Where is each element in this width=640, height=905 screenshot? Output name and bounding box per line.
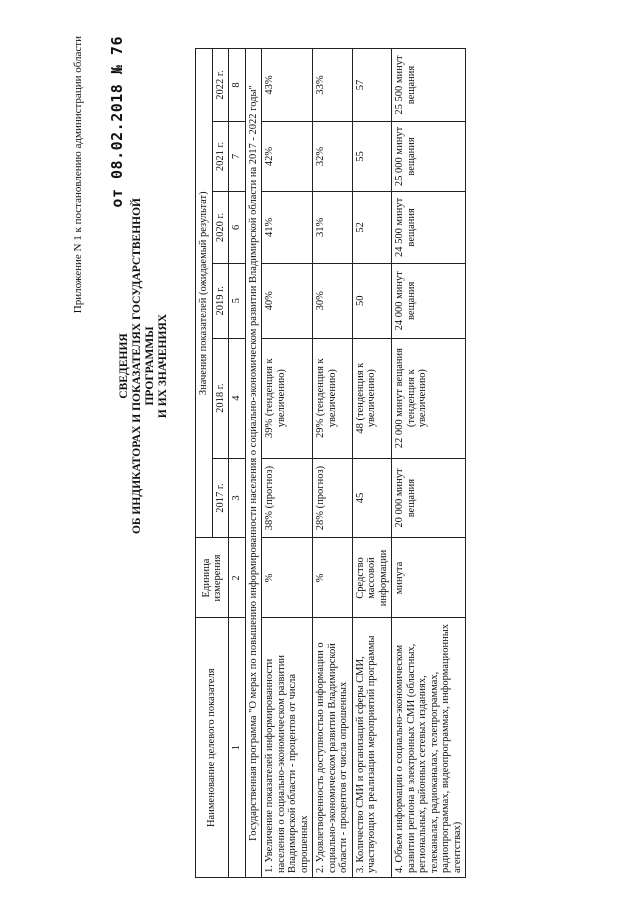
value-cell: 33% — [313, 49, 353, 122]
indicator-unit: % — [262, 538, 313, 618]
value-cell: 25 500 минут вещания — [392, 49, 466, 122]
indicator-unit: Средство массовой информации — [352, 538, 392, 618]
value-cell: 29% (тенденция к увеличению) — [313, 338, 353, 458]
col-number: 8 — [229, 49, 246, 122]
indicators-table — [195, 48, 466, 878]
value-cell: 39% (тенденция к увеличению) — [262, 338, 313, 458]
col-number: 6 — [229, 191, 246, 263]
appendix-note: Приложение N 1 к постановлению администрации области — [72, 36, 84, 314]
col-number: 7 — [229, 121, 246, 191]
col-number: 4 — [229, 338, 246, 458]
indicator-name: 1. Увеличение показателей информированности населения о социально-экономическом развитии Владимирской области - процентов от числа опрошенных — [262, 618, 313, 878]
header-values: Значения показателей (ожидаемый результат) — [196, 49, 213, 539]
year-cell: 2022 г. — [212, 49, 229, 122]
indicator-name: 2. Удовлетворенность доступностью информации о социально-экономическом развитии Владимирской области - процентов от числа опрошенных — [313, 618, 353, 878]
column-numbers-row — [229, 49, 246, 878]
value-cell: 48 (тенденция к увеличению) — [352, 338, 392, 458]
indicator-name: 3. Количество СМИ и организаций сферы СМИ, участвующих в реализации мероприятий программы — [352, 618, 392, 878]
program-title: Государственная программа "О мерах по повышению информированности населения о социально-экономическом развитии Владимирской области на 2017 - 2022 годы" — [245, 49, 262, 878]
value-cell: 50 — [352, 263, 392, 338]
header-unit: Единица измерения — [196, 538, 229, 618]
value-cell: 55 — [352, 121, 392, 191]
year-cell: 2019 г. — [212, 263, 229, 338]
value-cell: 52 — [352, 191, 392, 263]
value-cell: 41% — [262, 191, 313, 263]
header-name: Наименование целевого показателя — [196, 618, 229, 878]
value-cell: 25 000 минут вещания — [392, 121, 466, 191]
program-row — [245, 49, 262, 878]
table-row — [262, 49, 313, 878]
value-cell: 20 000 минут вещания — [392, 458, 466, 538]
value-cell: 43% — [262, 49, 313, 122]
header-row-1 — [196, 49, 213, 878]
heading-line-1: СВЕДЕНИЯ — [118, 333, 130, 399]
heading-line-2: ОБ ИНДИКАТОРАХ И ПОКАЗАТЕЛЯХ ГОСУДАРСТВЕННОЙ ПРОГРАММЫ — [131, 198, 156, 535]
table-row — [313, 49, 353, 878]
year-cell: 2021 г. — [212, 121, 229, 191]
value-cell: 30% — [313, 263, 353, 338]
year-cell: 2018 г. — [212, 338, 229, 458]
col-number: 5 — [229, 263, 246, 338]
indicator-unit: % — [313, 538, 353, 618]
indicator-name: 4. Объем информации о социально-экономическом развитии региона в электронных СМИ (областных, региональных, районных сетевых изданиях, телеканалах, радиоканалах, телепрограммах, радиопрограммах, видеопрограммах, информационных агентствах) — [392, 618, 466, 878]
value-cell: 57 — [352, 49, 392, 122]
document-heading — [118, 166, 170, 566]
value-cell: 24 500 минут вещания — [392, 191, 466, 263]
value-cell: 38% (прогноз) — [262, 458, 313, 538]
rotated-content — [0, 16, 640, 896]
value-cell: 42% — [262, 121, 313, 191]
col-number: 3 — [229, 458, 246, 538]
year-cell: 2020 г. — [212, 191, 229, 263]
decree-date-number: от 08.02.2018 № 76 — [108, 36, 126, 208]
value-cell: 40% — [262, 263, 313, 338]
value-cell: 32% — [313, 121, 353, 191]
value-cell: 31% — [313, 191, 353, 263]
value-cell: 22 000 минут вещания (тенденция к увеличению) — [392, 338, 466, 458]
col-number: 1 — [229, 618, 246, 878]
indicator-unit: минута — [392, 538, 466, 618]
table-row — [392, 49, 466, 878]
table-row — [352, 49, 392, 878]
heading-line-3: И ИХ ЗНАЧЕНИЯХ — [157, 313, 169, 419]
col-number: 2 — [229, 538, 246, 618]
value-cell: 24 000 минут вещания — [392, 263, 466, 338]
year-cell: 2017 г. — [212, 458, 229, 538]
value-cell: 45 — [352, 458, 392, 538]
value-cell: 28% (прогноз) — [313, 458, 353, 538]
